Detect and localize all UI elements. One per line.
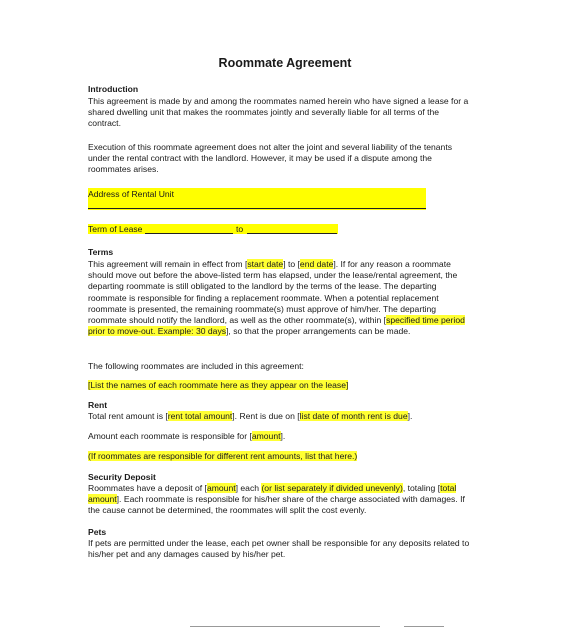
deposit-separate-note: (or list separately if divided unevenly) (261, 483, 403, 493)
start-date-field: start date (247, 259, 284, 269)
roommate-names-field: [List the names of each roommate here as they appear on the lease] (88, 380, 349, 390)
address-line (88, 208, 426, 209)
rent-total-text: Total rent amount is [rent total amount]. Rent is due on [list date of month rent is due]. (88, 411, 413, 421)
document-title: Roommate Agreement (218, 56, 352, 70)
end-date-field: end date (299, 259, 334, 269)
footer-rule-short (404, 626, 444, 627)
address-label: Address of Rental Unit (88, 189, 174, 199)
rent-each-amount-field: amount (251, 431, 281, 441)
term-start-line (145, 233, 233, 234)
introduction-heading: Introduction (88, 84, 139, 94)
terms-heading: Terms (88, 247, 114, 257)
security-deposit-heading: Security Deposit (88, 472, 156, 482)
security-deposit-paragraph: Roommates have a deposit of [amount] each (or list separately if divided unevenly), totaling [total amount]. Each roommate is responsible for his/her share of the charge associated with damages. If the cause cannot be determined, the roommates will split the cost evenly. (88, 483, 465, 516)
introduction-paragraph-1: This agreement is made by and among the roommates named herein who have signed a lease for a shared dwelling unit that makes the roommates jointly and severally liable for all terms of the contract. (88, 96, 469, 129)
footer-rule (190, 626, 380, 627)
move-out-period-field: specified time period prior to move-out. Example: 30 days (88, 315, 465, 337)
introduction-paragraph-2: Execution of this roommate agreement does not alter the joint and several liability of the tenants under the rental contract with the landlord. However, it may be used if a dispute among the roommates arises. (88, 142, 453, 175)
terms-paragraph: This agreement will remain in effect from [start date] to [end date]. If for any reason a roommate should move out before the above-listed term has elapsed, under the lease/rental agreement, the departing roommate is still obligated to the landlord by the terms of the lease. The departing roommate is responsible for finding a replacement roommate. When a potential replacement roommate is presented, the remaining roommate(s) must approve of him/her. The departing roommate should notify the landlord, as well as the other roommate(s), within [specified time period prior to move-out. Example: 30 days], so that the proper arrangements can be made. (88, 259, 465, 337)
term-to: to (236, 224, 244, 234)
deposit-total-field: total amount (88, 483, 457, 505)
rent-heading: Rent (88, 400, 108, 410)
rent-note: (If roommates are responsible for different rent amounts, list that here.) (88, 451, 358, 461)
deposit-amount-field: amount (206, 483, 236, 493)
rent-due-field: list date of month rent is due (299, 411, 408, 421)
term-label: Term of Lease (88, 224, 143, 234)
pets-heading: Pets (88, 527, 107, 537)
roommates-included-text: The following roommates are included in this agreement: (88, 361, 304, 371)
term-end-line (247, 233, 337, 234)
pets-paragraph: If pets are permitted under the lease, each pet owner shall be responsible for any deposits related to his/her pet and any damages caused by his/her pet. (88, 538, 470, 560)
rent-each-text: Amount each roommate is responsible for [amount]. (88, 431, 286, 441)
rent-total-field: rent total amount (167, 411, 233, 421)
